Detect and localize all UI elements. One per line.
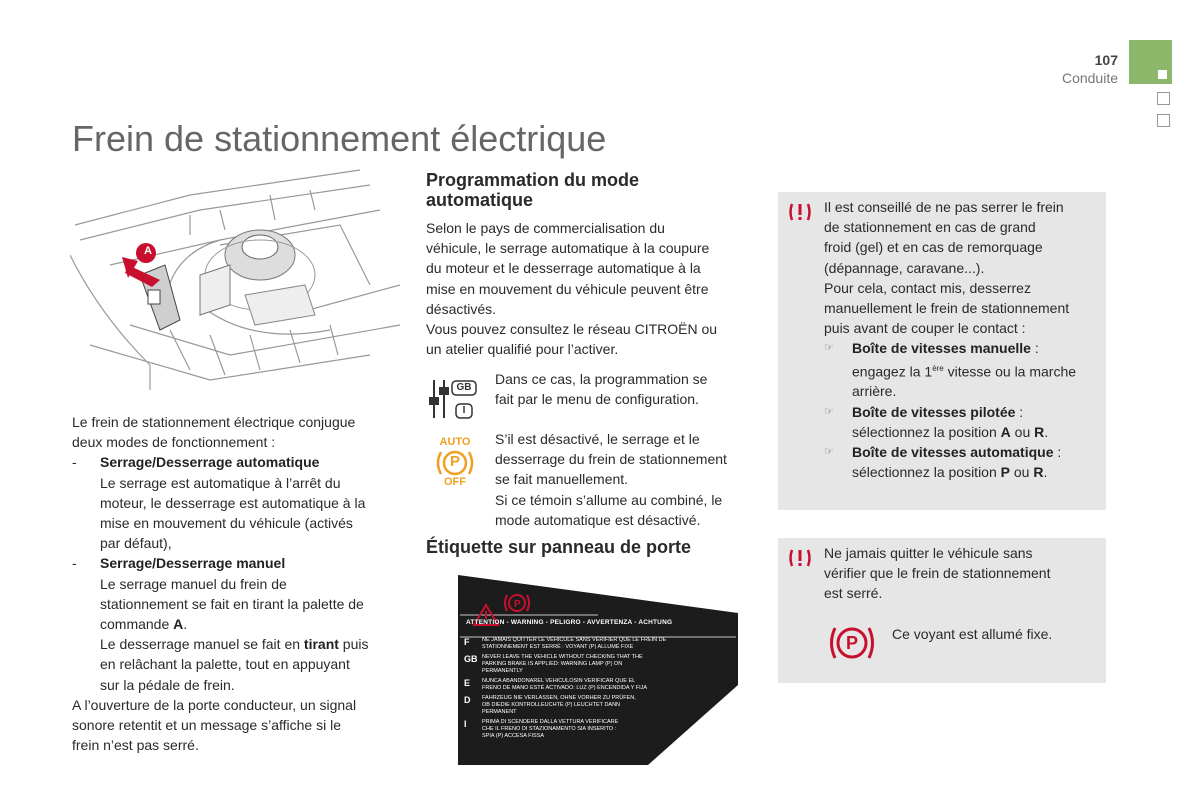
hand-pointer-icon: ☞ bbox=[824, 342, 834, 355]
parking-brake-illustration bbox=[70, 165, 415, 395]
heading-etiquette: Étiquette sur panneau de porte bbox=[426, 537, 692, 557]
chapter-tab bbox=[1129, 40, 1172, 84]
intro-line: deux modes de fonctionnement : bbox=[72, 434, 276, 451]
mode-desc: commande A. bbox=[100, 616, 188, 633]
page-number: 107 bbox=[1094, 52, 1118, 68]
hand-pointer-icon: ☞ bbox=[824, 446, 834, 459]
mode-desc: stationnement se fait en tirant la palette de bbox=[100, 595, 364, 612]
svg-text:P: P bbox=[514, 599, 521, 610]
mode-desc: sur la pédale de frein. bbox=[100, 676, 235, 693]
page-title: Frein de stationnement électrique bbox=[72, 118, 607, 159]
door-warning-label bbox=[458, 575, 738, 765]
label-header: ATTENTION - WARNING - PELIGRO - AVVERTENZA - ACHTUNG bbox=[466, 619, 673, 626]
programmation-text: Selon le pays de commercialisation du véhicule, le serrage automatique à la coupure du moteur et le desserrage automatique à la mise en mouvement du véhicule peuvent être désactivés. Vous pouvez consultez le réseau CITROËN ou un atelier qualifié pour l’activer. bbox=[426, 220, 718, 358]
chapter-marker bbox=[1157, 92, 1170, 105]
warning-exclamation-icon bbox=[788, 200, 812, 224]
mode-desc: par défaut), bbox=[100, 535, 172, 552]
mode-title: Serrage/Desserrage automatique bbox=[100, 454, 320, 471]
label-rows bbox=[464, 637, 714, 740]
label-row: F NE JAMAIS QUITTER LE VÉHICULE SANS VÉRIFIER QUE LE FREIN DE STATIONNEMENT EST SERRÉ : VOYANT (P) ALLUMÉ FIXE bbox=[464, 637, 667, 650]
gearbox-manual-item: ☞ Boîte de vitesses manuelle : bbox=[824, 338, 1106, 358]
mode-desc: Le serrage est automatique à l’arrêt du bbox=[100, 474, 341, 491]
warning-exclamation-icon bbox=[788, 546, 812, 570]
mode-item-automatic: - Serrage/Desserrage automatique bbox=[72, 454, 320, 471]
gearbox-piloted-item: ☞ Boîte de vitesses pilotée : bbox=[824, 402, 1106, 422]
config-menu-icon: GB I bbox=[428, 378, 480, 420]
section-name: Conduite bbox=[1061, 70, 1118, 86]
lamp-text: Ce voyant est allumé fixe. bbox=[892, 626, 1053, 642]
left-column bbox=[72, 412, 412, 755]
warning-box-never-leave bbox=[778, 538, 1106, 683]
outro-line: frein n’est pas serré. bbox=[72, 737, 199, 754]
mode-item-manual: - Serrage/Desserrage manuel bbox=[72, 555, 286, 572]
callout-letter-a: A bbox=[144, 245, 152, 257]
config-text: Dans ce cas, la programmation se fait par le menu de configuration. bbox=[495, 371, 708, 408]
warning-text: Il est conseillé de ne pas serrer le frein de stationnement en cas de grand froid (gel) et en cas de remorquage (dépannage, caravane...). Pour cela, contact mis, desserrez manuellement le frein de stationnement puis avant de couper le contact : ☞ Boîte de vitesses manuelle : engagez la 1ère vitesse ou la marche arrière. ☞ Boîte de vitesses pilotée : sélectionnez la position A ou R. ☞ Boîte de vitesses automatique : sélectionnez la position P ou R. bbox=[824, 197, 1106, 483]
mode-title: Serrage/Desserrage manuel bbox=[100, 555, 286, 572]
parking-brake-icon: P bbox=[828, 624, 876, 662]
mode-desc: moteur, le desserrage est automatique à la bbox=[100, 494, 366, 511]
label-row: D FAHRZEUG NIE VERLASSEN, OHNE VORHER ZU PRÜFEN, OB DIEDIE KONTROLLEUCHTE (P) LEUCHTET DANN PERMANENT bbox=[464, 695, 636, 715]
intro-line: Le frein de stationnement électrique conjugue bbox=[72, 414, 356, 430]
auto-off-icon: AUTO P OFF bbox=[439, 436, 471, 488]
heading-programmation: Programmation du mode automatique bbox=[426, 170, 640, 210]
chapter-marker bbox=[1157, 114, 1170, 127]
warning-box-cold bbox=[778, 192, 1106, 510]
outro-line: A l’ouverture de la porte conducteur, un signal bbox=[72, 696, 357, 713]
auto-text: S’il est désactivé, le serrage et le desserrage du frein de stationnement se fait manuellement. Si ce témoin s’allume au combiné, le mode automatique est désactivé. bbox=[495, 431, 727, 528]
label-row: I PRIMA DI SCENDERE DALLA VETTURA VERIFICARE CHE IL FRENO DI STAZIONAMENTO SIA INSERITO : SPIA (P) ACCESA FISSA bbox=[464, 719, 619, 739]
label-row: E NUNCA ABANDONAREL VEHICULOSIN VERIFICAR QUE EL FRENO DE MANO ESTÉ ACTIVADO: LUZ (P) ENCENDIDA Y FIJA bbox=[464, 678, 648, 691]
mode-desc: Le desserrage manuel se fait en tirant puis bbox=[100, 636, 369, 653]
hand-pointer-icon: ☞ bbox=[824, 405, 834, 418]
mode-desc: en relâchant la palette, tout en appuyant bbox=[100, 656, 350, 673]
warning-text: Ne jamais quitter le véhicule sans vérifier que le frein de stationnement est serré. bbox=[824, 545, 1051, 602]
mode-desc: mise en mouvement du véhicule (activés bbox=[100, 515, 353, 532]
label-row: GB NEVER LEAVE THE VEHICLE WITHOUT CHECKING THAT THE PARKING BRAKE IS APPLIED: WARNING LAMP (P) ON PERMANENTLY bbox=[464, 654, 643, 674]
mode-desc: Le serrage manuel du frein de bbox=[100, 575, 287, 592]
gearbox-automatic-item: ☞ Boîte de vitesses automatique : bbox=[824, 442, 1106, 462]
outro-line: sonore retentit et un message s’affiche si le bbox=[72, 717, 342, 734]
